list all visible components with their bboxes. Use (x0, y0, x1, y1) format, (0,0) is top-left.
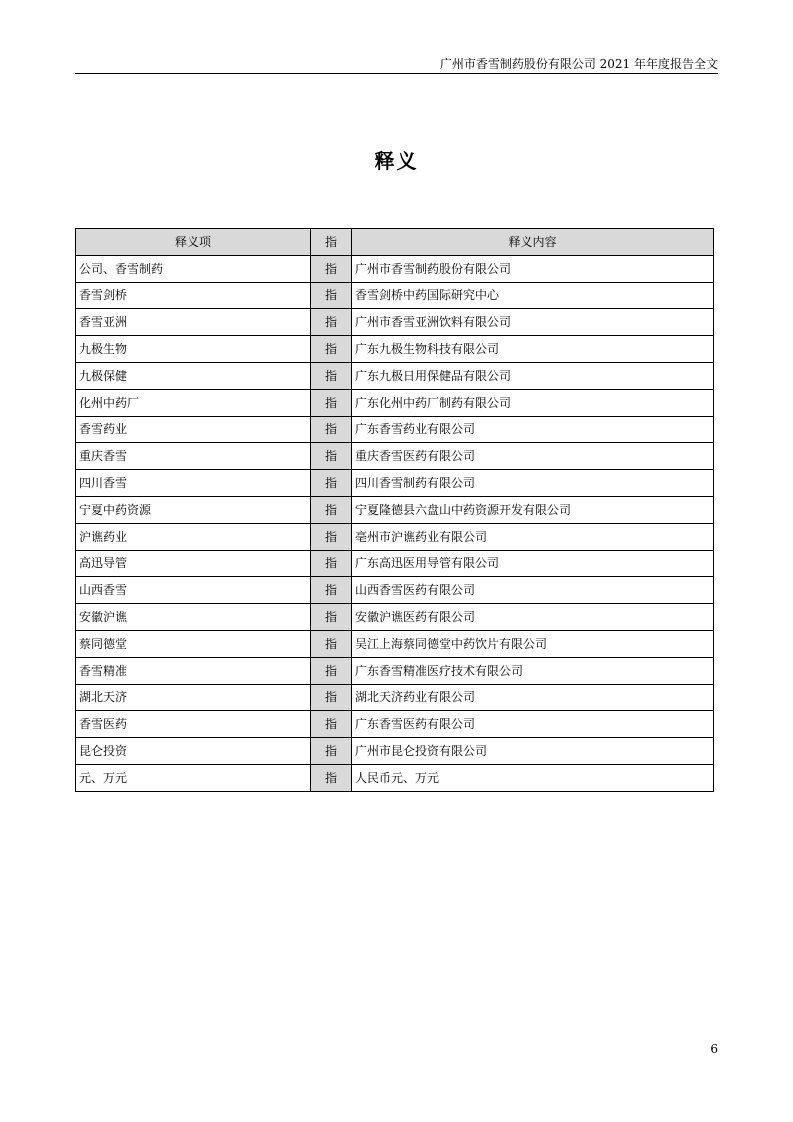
table-row (76, 389, 714, 416)
refers-cell: 指 (311, 282, 352, 309)
refers-cell: 指 (311, 711, 352, 738)
refers-cell: 指 (311, 523, 352, 550)
page-title: 释义 (374, 149, 419, 173)
table-row (76, 416, 714, 443)
refers-cell: 指 (311, 604, 352, 631)
table-row (76, 764, 714, 791)
term-cell: 高迅导管 (76, 550, 311, 577)
term-cell: 重庆香雪 (76, 443, 311, 470)
term-cell: 香雪药业 (76, 416, 311, 443)
meaning-cell: 宁夏隆德县六盘山中药资源开发有限公司 (352, 496, 714, 523)
table-row (76, 362, 714, 389)
column-header-term: 释义项 (76, 229, 311, 256)
meaning-cell: 广州市香雪亚洲饮料有限公司 (352, 309, 714, 336)
refers-cell: 指 (311, 362, 352, 389)
table-row (76, 523, 714, 550)
refers-cell: 指 (311, 470, 352, 497)
table-row (76, 470, 714, 497)
table-row (76, 255, 714, 282)
table-row (76, 282, 714, 309)
table-row (76, 630, 714, 657)
meaning-cell: 广东香雪药业有限公司 (352, 416, 714, 443)
term-cell: 湖北天济 (76, 684, 311, 711)
page-number: 6 (710, 1042, 718, 1056)
table-row (76, 496, 714, 523)
term-cell: 香雪亚洲 (76, 309, 311, 336)
term-cell: 沪谯药业 (76, 523, 311, 550)
meaning-cell: 重庆香雪医药有限公司 (352, 443, 714, 470)
table-row (76, 443, 714, 470)
refers-cell: 指 (311, 764, 352, 791)
term-cell: 四川香雪 (76, 470, 311, 497)
term-cell: 安徽沪谯 (76, 604, 311, 631)
meaning-cell: 广东香雪医药有限公司 (352, 711, 714, 738)
refers-cell: 指 (311, 443, 352, 470)
term-cell: 九极保健 (76, 362, 311, 389)
refers-cell: 指 (311, 684, 352, 711)
refers-cell: 指 (311, 577, 352, 604)
term-cell: 公司、香雪制药 (76, 255, 311, 282)
table-row (76, 577, 714, 604)
refers-cell: 指 (311, 738, 352, 765)
meaning-cell: 广州市昆仑投资有限公司 (352, 738, 714, 765)
table-row (76, 657, 714, 684)
refers-cell: 指 (311, 309, 352, 336)
meaning-cell: 吴江上海蔡同德堂中药饮片有限公司 (352, 630, 714, 657)
term-cell: 宁夏中药资源 (76, 496, 311, 523)
definitions-table (75, 228, 714, 792)
refers-cell: 指 (311, 416, 352, 443)
refers-cell: 指 (311, 630, 352, 657)
meaning-cell: 广东化州中药厂制药有限公司 (352, 389, 714, 416)
table-header-row (76, 229, 714, 256)
table-row (76, 738, 714, 765)
meaning-cell: 湖北天济药业有限公司 (352, 684, 714, 711)
meaning-cell: 人民币元、万元 (352, 764, 714, 791)
meaning-cell: 广东香雪精准医疗技术有限公司 (352, 657, 714, 684)
refers-cell: 指 (311, 255, 352, 282)
column-header-meaning: 释义内容 (352, 229, 714, 256)
table-row (76, 336, 714, 363)
meaning-cell: 四川香雪制药有限公司 (352, 470, 714, 497)
header-divider (75, 73, 718, 74)
table-row (76, 711, 714, 738)
table-row (76, 684, 714, 711)
term-cell: 蔡同德堂 (76, 630, 311, 657)
term-cell: 香雪剑桥 (76, 282, 311, 309)
meaning-cell: 山西香雪医药有限公司 (352, 577, 714, 604)
meaning-cell: 广东九极日用保健品有限公司 (352, 362, 714, 389)
term-cell: 元、万元 (76, 764, 311, 791)
column-header-refers: 指 (311, 229, 352, 256)
refers-cell: 指 (311, 496, 352, 523)
running-header: 广州市香雪制药股份有限公司 2021 年年度报告全文 (439, 57, 718, 71)
meaning-cell: 香雪剑桥中药国际研究中心 (352, 282, 714, 309)
meaning-cell: 亳州市沪谯药业有限公司 (352, 523, 714, 550)
meaning-cell: 广州市香雪制药股份有限公司 (352, 255, 714, 282)
refers-cell: 指 (311, 657, 352, 684)
term-cell: 昆仑投资 (76, 738, 311, 765)
table-row (76, 604, 714, 631)
refers-cell: 指 (311, 389, 352, 416)
term-cell: 香雪精准 (76, 657, 311, 684)
term-cell: 化州中药厂 (76, 389, 311, 416)
term-cell: 香雪医药 (76, 711, 311, 738)
table-row (76, 309, 714, 336)
refers-cell: 指 (311, 550, 352, 577)
refers-cell: 指 (311, 336, 352, 363)
term-cell: 山西香雪 (76, 577, 311, 604)
meaning-cell: 广东高迅医用导管有限公司 (352, 550, 714, 577)
table-body (76, 255, 714, 791)
meaning-cell: 安徽沪谯医药有限公司 (352, 604, 714, 631)
meaning-cell: 广东九极生物科技有限公司 (352, 336, 714, 363)
table-row (76, 550, 714, 577)
term-cell: 九极生物 (76, 336, 311, 363)
